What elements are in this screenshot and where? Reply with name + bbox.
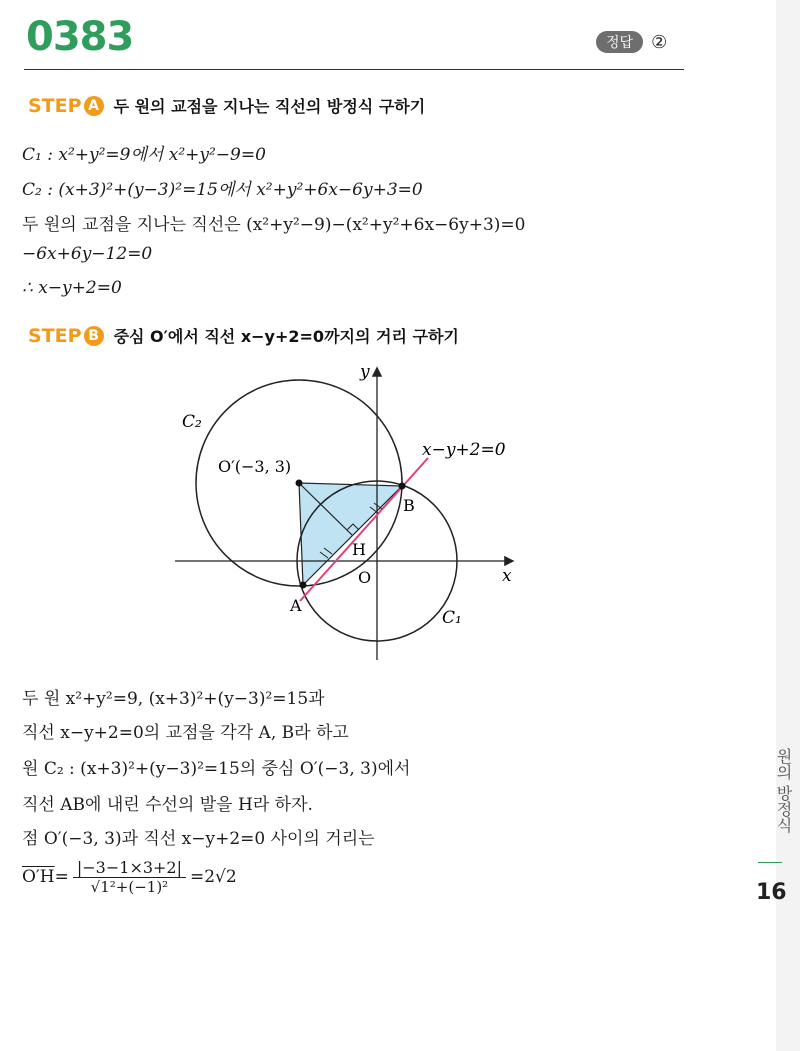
label-line: x−y+2=0 — [422, 440, 506, 460]
formula-lhs: O′H — [22, 867, 55, 887]
formula-denominator: 1²+(−1)² — [100, 878, 169, 896]
step-b-letter: B — [84, 326, 104, 346]
distance-formula — [22, 858, 237, 896]
step-a-line-3: 두 원의 교점을 지나는 직선은 (x²+y²−9)−(x²+y²+6x−6y+3)=0 — [22, 215, 526, 235]
explanation-line-4: 직선 AB에 내린 수선의 발을 H라 하자. — [22, 795, 313, 815]
step-a-heading — [28, 94, 425, 117]
sidebar-chapter-text: 원의 방정식 — [774, 748, 793, 834]
explanation-line-2: 직선 x−y+2=0의 교점을 각각 A, B라 하고 — [22, 723, 349, 743]
explanation-line-5: 점 O′(−3, 3)과 직선 x−y+2=0 사이의 거리는 — [22, 829, 375, 849]
label-a: A — [290, 596, 302, 615]
label-x-axis: x — [502, 566, 512, 586]
step-b-title: 중심 O′에서 직선 x−y+2=0까지의 거리 구하기 — [113, 327, 459, 346]
step-a-line-2: C₂ : (x+3)²+(y−3)²=15에서 x²+y²+6x−6y+3=0 — [22, 180, 423, 200]
point-b — [399, 483, 406, 490]
step-a-tag-text: STEP — [28, 94, 82, 117]
step-a-letter: A — [84, 96, 104, 116]
answer-box — [596, 31, 667, 53]
label-center: O′(−3, 3) — [218, 457, 292, 476]
sidebar-rule — [758, 862, 782, 863]
label-b: B — [403, 496, 415, 515]
point-a — [300, 582, 307, 589]
step-a-line-4: −6x+6y−12=0 — [22, 244, 153, 264]
geometry-diagram — [160, 355, 540, 665]
answer-badge: 정답 — [596, 31, 643, 53]
formula-result: =2√2 — [190, 867, 237, 887]
label-c1: C₁ — [442, 608, 462, 628]
step-a-line-5: ∴ x−y+2=0 — [22, 278, 122, 298]
formula-equals: = — [54, 867, 69, 887]
step-b-tag-text: STEP — [28, 324, 82, 347]
header-rule — [24, 69, 684, 70]
point-o-prime — [296, 480, 303, 487]
label-h: H — [352, 540, 366, 559]
label-y-axis: y — [360, 362, 370, 382]
label-c2: C₂ — [182, 412, 202, 432]
explanation-line-3: 원 C₂ : (x+3)²+(y−3)²=15의 중심 O′(−3, 3)에서 — [22, 759, 411, 779]
formula-fraction — [73, 858, 186, 896]
step-a-tag — [28, 95, 104, 117]
step-a-line-1: C₁ : x²+y²=9에서 x²+y²−9=0 — [22, 145, 266, 165]
problem-number: 0383 — [26, 14, 134, 60]
label-origin: O — [358, 568, 372, 587]
step-b-heading — [28, 324, 459, 347]
explanation-line-1: 두 원 x²+y²=9, (x+3)²+(y−3)²=15과 — [22, 689, 325, 709]
formula-numerator: |−3−1×3+2| — [73, 858, 186, 878]
step-b-tag — [28, 325, 104, 347]
formula-denominator-wrap: √1²+(−1)² — [90, 878, 169, 896]
answer-value: ② — [651, 31, 668, 53]
page-number: 16 — [756, 880, 787, 905]
step-a-title: 두 원의 교점을 지나는 직선의 방정식 구하기 — [113, 97, 426, 116]
